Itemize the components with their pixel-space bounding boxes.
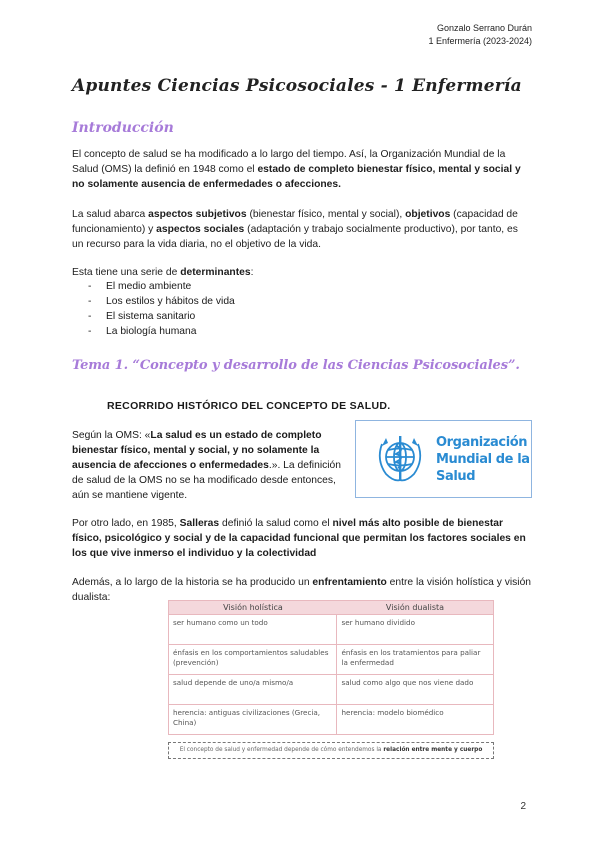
list-item: - El sistema sanitario [88,309,235,324]
author-name: Gonzalo Serrano Durán [436,23,532,33]
table-cell: énfasis en los comportamientos saludables (prevención) [169,645,337,675]
table-caption: El concepto de salud y enfermedad depende de cómo entendemos la relación entre mente y cuerpo [168,742,494,759]
salleras-paragraph: Por otro lado, en 1985, Salleras definió la salud como el nivel más alto posible de bienestar físico, psicológico y social y de la capacidad funcional que permitan los factores sociales en los que vive inmerso el individuo y la colectividad [72,518,526,559]
intro-paragraph-1: El concepto de salud se ha modificado a lo largo del tiempo. Así, la Organización Mundial de la Salud (OMS) la definió en 1948 como el estado de completo bienestar físico, mental y social y no solamente ausencia de enfermedades o afecciones. [72,149,521,190]
table-cell: salud depende de uno/a mismo/a [169,675,337,705]
determinants-list [88,279,235,339]
list-item: - La biología humana [88,324,235,339]
column-header-dualist: Visión dualista [337,601,494,615]
intro-heading: Introducción [72,120,174,136]
table-header-row [169,601,494,615]
table-row [169,615,494,645]
table-cell: herencia: modelo biomédico [337,705,494,735]
document-title: Apuntes Ciencias Psicosociales - 1 Enfermería [72,76,522,96]
table-row [169,675,494,705]
page-header [428,22,532,48]
column-header-holistic: Visión holística [169,601,337,615]
list-item: - El medio ambiente [88,279,235,294]
table-row [169,645,494,675]
table-cell: herencia: antiguas civilizaciones (Grecia, China) [169,705,337,735]
list-item: - Los estilos y hábitos de vida [88,294,235,309]
table-cell: salud como algo que nos viene dado [337,675,494,705]
vision-comparison-table [168,600,494,735]
course-label: 1 Enfermería (2023-2024) [428,36,532,46]
intro-paragraph-2: La salud abarca aspectos subjetivos (bienestar físico, mental y social), objetivos (capacidad de funcionamiento) y aspectos sociales (adaptación y trabajo socialmente productivo), por tanto, es un recurso para la vida diaria, no el objetivo de la vida. [72,209,518,250]
who-logo [355,420,532,498]
table-cell: ser humano dividido [337,615,494,645]
table-row [169,705,494,735]
section-subheading: RECORRIDO HISTÓRICO DEL CONCEPTO DE SALUD. [107,400,391,412]
table-cell: énfasis en los tratamientos para paliar la enfermedad [337,645,494,675]
table-cell: ser humano como un todo [169,615,337,645]
who-logo-text: Organización Mundial de la Salud [436,434,530,484]
determinants-intro: Esta tiene una serie de determinantes: [72,267,254,278]
vision-intro-paragraph: Además, a lo largo de la historia se ha producido un enfrentamiento entre la visión holística y visión dualista: [72,577,532,603]
page-number: 2 [520,801,526,812]
tema-heading: Tema 1. “Concepto y desarrollo de las Ciencias Psicosociales”. [72,358,520,373]
oms-definition-paragraph: Según la OMS: «La salud es un estado de completo bienestar físico, mental y social, y no solamente la ausencia de afecciones o enfermedades.». La definición de salud de la OMS no se ha modificado desde entonces, aún se mantiene vigente. [72,430,342,501]
who-emblem-icon [374,430,426,488]
